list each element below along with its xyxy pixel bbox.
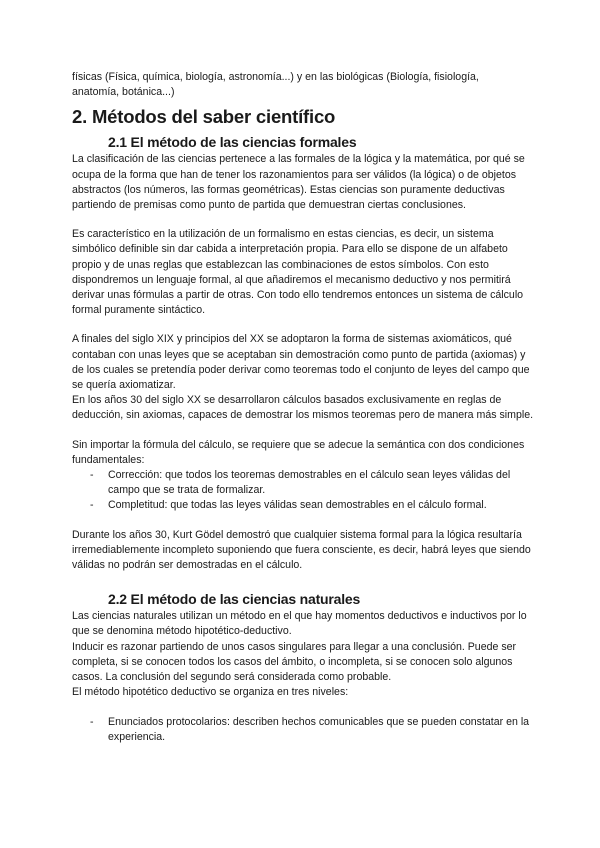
intro-line-2: anatomía, botánica...) [72, 86, 175, 99]
formales-paragraph-4: En los años 30 del siglo XX se desarrollaron cálculos basados exclusivamente en reglas de deducción, sin axiomas, capaces de demostrar los mismos teoremas pero de manera más simple. [72, 394, 534, 422]
list-item-text: Completitud: que todas las leyes válidas sean demostrables en el cálculo formal. [108, 499, 487, 512]
formales-paragraph-3: A finales del siglo XIX y principios del XX se adoptaron la forma de sistemas axiomáticos, qué contaban con unas leyes que se aceptaban sin demostración como punto de partida (axiomas) y de los cuales se pretendía poder derivar como teoremas todo el conjunto de leyes del campo que se quería axiomatizar. [72, 333, 530, 392]
list-item-text: Corrección: que todos los teoremas demostrables en el cálculo sean leyes válidas del campo que se trata de formalizar. [108, 469, 511, 497]
intro-paragraph [72, 70, 534, 100]
list-item: - Enunciados protocolarios: describen hechos comunicables que se pueden constatar en la experiencia. [90, 715, 530, 743]
formales-paragraph-2: Es característico en la utilización de un formalismo en estas ciencias, es decir, un sistema simbólico definible sin dar cabida a interpretación propia. Para ello se dispone de un alfabeto propio y de unas reglas que establezcan las combinaciones de estos símbolos. Con esto dispondremos un lenguaje formal, al que añadiremos el mecanismo deductivo y nos permitirá derivar unas fórmulas a partir de otras. Con todo ello tendremos entonces un sistema de cálculo formal puramente sintáctico. [72, 228, 524, 317]
list-item-text: Enunciados protocolarios: describen hechos comunicables que se pueden constatar en la experiencia. [108, 715, 530, 743]
naturales-paragraph-3: El método hipotético deductivo se organiza en tres niveles: [72, 686, 349, 699]
subsection-2-2-heading: 2.2 El método de las ciencias naturales [108, 591, 361, 608]
formales-paragraph-1: La clasificación de las ciencias pertenece a las formales de la lógica y la matemática, por qué se ocupa de la forma que han de tener los razonamientos para ser válidos (la lógica) o de objetos abstractos (los números, las formas geométricas). Estas ciencias son puramente deductivas partiendo de premisas como punto de partida que demuestran ciertas conclusiones. [72, 153, 525, 212]
section-2-heading: 2. Métodos del saber científico [72, 106, 336, 128]
document-page [72, 70, 534, 745]
formales-paragraph-6: Durante los años 30, Kurt Gödel demostró que cualquier sistema formal para la lógica resultaría irremediablemente incompleto suponiendo que fuera consciente, es decir, habrá leyes que siendo válidas no podrán ser demostradas en el cálculo. [72, 528, 531, 572]
conditions-list [72, 468, 534, 514]
list-item: - Corrección: que todos los teoremas demostrables en el cálculo sean leyes válidas del campo que se trata de formalizar. [90, 469, 511, 497]
levels-list [72, 715, 534, 745]
naturales-paragraph-2: Inducir es razonar partiendo de unos casos singulares para llegar a una conclusión. Puede ser completa, si se conocen todos los casos del ámbito, o incompleta, si se conocen solo algunos casos. La conclusión del segundo será considerada como probable. [72, 640, 517, 684]
intro-line-1: físicas (Física, química, biología, astronomía...) y en las biológicas (Biología, fisiología, [72, 71, 479, 83]
formales-paragraph-5: Sin importar la fórmula del cálculo, se requiere que se adecue la semántica con dos condiciones fundamentales: [72, 438, 525, 466]
subsection-2-1-heading: 2.1 El método de las ciencias formales [108, 134, 357, 151]
list-item: - Completitud: que todas las leyes válidas sean demostrables en el cálculo formal. [90, 499, 487, 512]
naturales-paragraph-1: Las ciencias naturales utilizan un método en el que hay momentos deductivos e inductivos por lo que se denomina método hipotético-deductivo. [72, 610, 527, 638]
